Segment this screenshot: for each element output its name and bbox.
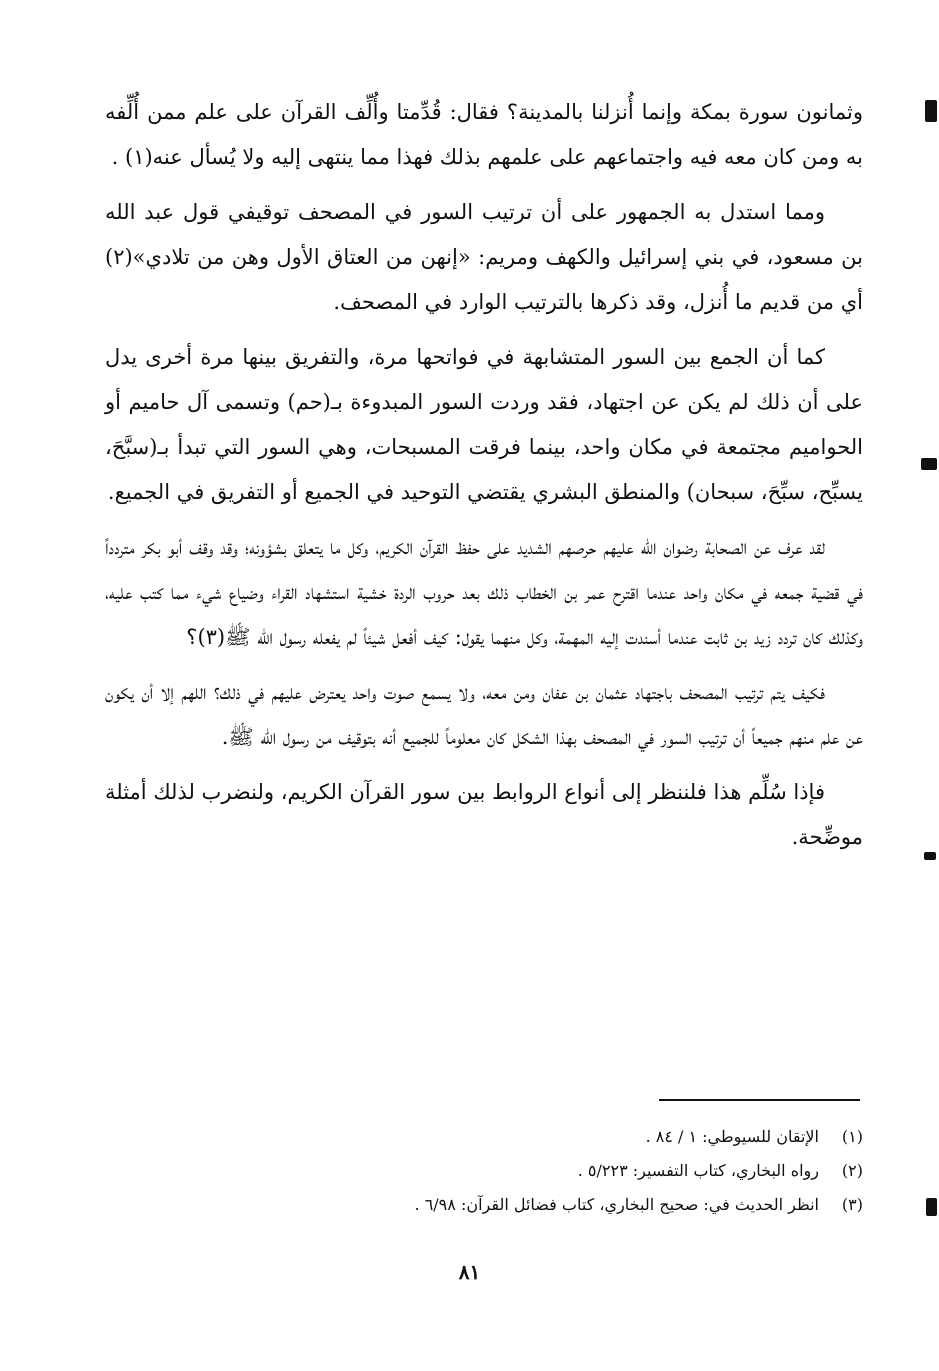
- paragraph-4: لقد عرف عن الصحابة رضوان الله عليهم حرصهم الشديد على حفظ القرآن الكريم، وكل ما يتعلق بشؤونه؛ وقد وقف أبو بكر متردداً في قضية جمعه في مكان واحد عندما اقترح عمر بن الخطاب ذلك بعد حروب الردة خشية استشهاد القراء وضياع شيء مما كتب عليه، وكذلك كان تردد زيد بن ثابت عندما أسندت إليه المهمة، وكل منهما يقول: كيف أفعل شيئاً لم يفعله رسول الله ﷺ(٣)؟: [105, 535, 863, 649]
- footnote-text: الإتقان للسيوطي: ١ / ٨٤ .: [645, 1127, 819, 1146]
- footnote-1: [105, 1120, 863, 1154]
- footnote-separator: [659, 1099, 860, 1101]
- footnote-number: (٣): [841, 1195, 863, 1214]
- footnote-2: [105, 1154, 863, 1188]
- paragraph-1: وثمانون سورة بمكة وإنما أُنزلنا بالمدينة؟ فقال: قُدِّمتا وأُلِّف القرآن على علم ممن أُلِّفه به ومن كان معه فيه واجتماعهم على علمهم بذلك فهذا مما ينتهى إليه ولا يُسأل عنه(١) .: [105, 100, 863, 169]
- page-body: [105, 90, 863, 870]
- paragraph-6: فإذا سُلِّم هذا فلننظر إلى أنواع الروابط بين سور القرآن الكريم، ولنضرب لذلك أمثلة موضِّحة.: [105, 780, 863, 849]
- footnote-number: (١): [841, 1127, 863, 1146]
- scan-mark: [921, 458, 937, 470]
- footnote-number: (٢): [841, 1161, 863, 1180]
- paragraph-5: فكيف يتم ترتيب المصحف باجتهاد عثمان بن عفان ومن معه، ولا يسمع صوت واحد يعترض عليهم في ذلك؟ اللهم إلا أن يكون عن علم منهم جميعاً أن ترتيب السور في المصحف بهذا الشكل كان معلوماً للجميع أنه بتوقيف من رسول الله ﷺ.: [105, 680, 863, 749]
- footnotes: [105, 1120, 863, 1222]
- footnote-3: [105, 1188, 863, 1222]
- page-number: ٨١: [458, 1260, 481, 1284]
- footnote-text: انظر الحديث في: صحيح البخاري، كتاب فضائل القرآن: ٦/٩٨ .: [414, 1195, 819, 1214]
- footnote-text: رواه البخاري، كتاب التفسير: ٥/٢٢٣ .: [577, 1161, 819, 1180]
- scan-mark: [926, 1198, 937, 1216]
- paragraph-2: ومما استدل به الجمهور على أن ترتيب السور في المصحف توقيفي قول عبد الله بن مسعود، في بني إسرائيل والكهف ومريم: «إنهن من العتاق الأول وهن من تلادي»(٢) أي من قديم ما أُنزل، وقد ذكرها بالترتيب الوارد في المصحف.: [105, 200, 863, 314]
- paragraph-3: كما أن الجمع بين السور المتشابهة في فواتحها مرة، والتفريق بينها مرة أخرى يدل على أن ذلك لم يكن عن اجتهاد، فقد وردت السور المبدوءة بـ(حم) وتسمى آل حاميم أو الحواميم مجتمعة في مكان واحد، بينما فرقت المسبحات، وهي السور التي تبدأ بـ(سبَّحَ، يسبِّح، سبِّحَ، سبحان) والمنطق البشري يقتضي التوحيد في الجميع أو التفريق في الجميع.: [105, 345, 863, 504]
- scan-mark: [925, 100, 937, 122]
- scan-mark: [924, 852, 936, 860]
